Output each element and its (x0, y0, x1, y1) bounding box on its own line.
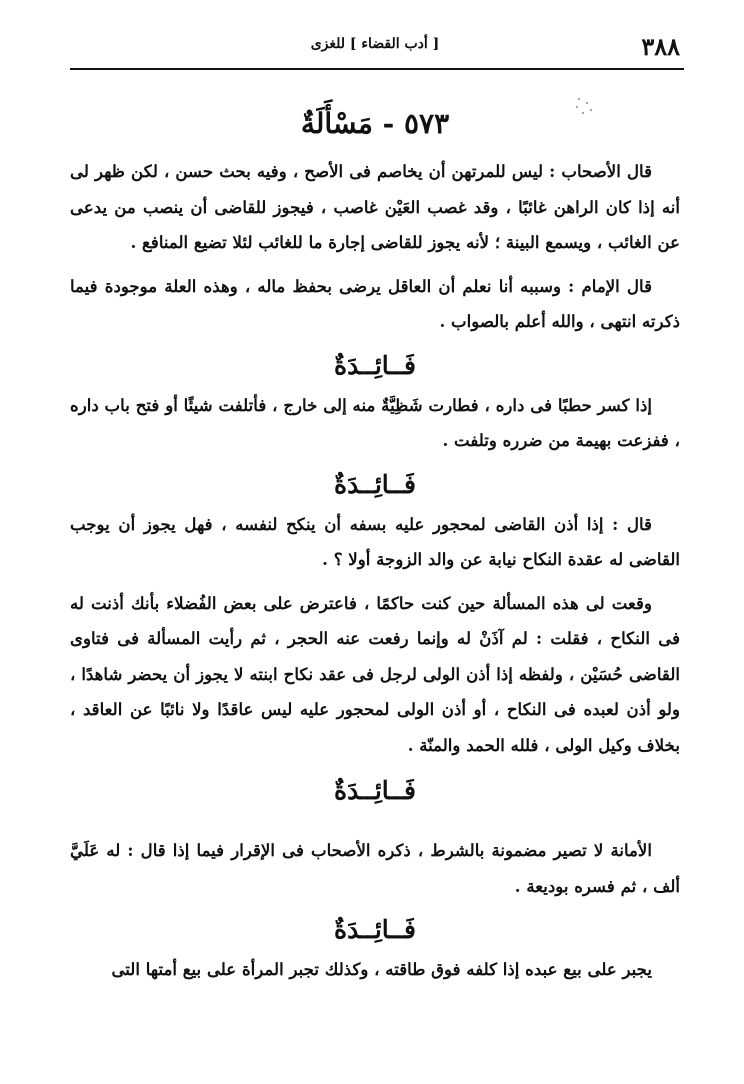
issue-title: ٥٧٣ - مَسْأَلَةٌ (300, 107, 450, 140)
header-rule (70, 68, 684, 70)
page-body (70, 98, 680, 988)
paragraph-slave-sale: يجبر على بيع عبده إذا كلفه فوق طاقته ، وكذلك تجبر المرأة على بيع أمتها التى (111, 959, 652, 979)
paragraph-imam: قال الإمام : وسببه أنا نعلم أن العاقل يرضى بحفظ ماله ، وهذه العلة موجودة فيما ذكرته انتهى ، والله أعلم بالصواب . (70, 275, 680, 331)
page-header (70, 30, 680, 64)
running-title: [ أدب القضاء ] للغزى (310, 36, 440, 52)
benefit-heading-1: فَــائِــدَةٌ (333, 350, 417, 380)
paragraph-judge-permission: قال : إذا أذن القاضى لمحجور عليه بسفه أن ينكح لنفسه ، فهل يجوز أن يوجب القاضى له عقدة النكاح نيابة عن والد الزوجة أولا ؟ . (70, 513, 680, 569)
paragraph-trust: الأمانة لا تصير مضمونة بالشرط ، ذكره الأصحاب فى الإقرار فيما إذا قال : له عَلَيَّ ألف ، ثم فسره بوديعة . (70, 840, 680, 896)
benefit-heading-3: فَــائِــدَةٌ (333, 776, 417, 805)
page-number: ٣٨٨ (641, 32, 680, 61)
paragraph-firewood: إذا كسر حطبًا فى داره ، فطارت شَظِيَّةٌ منه إلى خارج ، فأتلفت شيئًا أو فتح باب داره ، ففزعت بهيمة من ضرره وتلفت . (70, 394, 680, 450)
paragraph-judge-incident: وقعت لى هذه المسألة حين كنت حاكمًا ، فاعترض على بعض الفُضلاء بأنك أذنت له فى النكاح ، فقلت : لم آذَنْ له وإنما رفعت عنه الحجر ، ثم رأيت المسألة فى فتاوى القاضى حُسَيْن ، ولفظه إذا أذن الولى لرجل فى عقد نكاح ابنته لا يجوز أن يحضر شاهدًا ، ولو أذن لعبده فى النكاح ، أو أذن الولى لمحجور عليه ليس عاقدًا ولا نائبًا عن العاقد ، بخلاف وكيل الولى ، فلله الحمد والمنّة . (70, 592, 680, 755)
paragraph-pledgee: قال الأصحاب : ليس للمرتهن أن يخاصم فى الأصح ، وفيه بحث حسن ، لكن ظهر لى أنه إذا كان الراهن غائبًا ، وقد غصب العَيْن غاصب ، فيجوز للقاضى أن ينصب من يدعى عن الغائب ، ويسمع البينة ؛ لأنه يجوز للقاضى إجارة ما للغائب لئلا تضيع المنافع . (70, 161, 680, 252)
benefit-heading-4: فَــائِــدَةٌ (333, 915, 417, 944)
benefit-heading-2: فَــائِــدَةٌ (333, 469, 417, 499)
